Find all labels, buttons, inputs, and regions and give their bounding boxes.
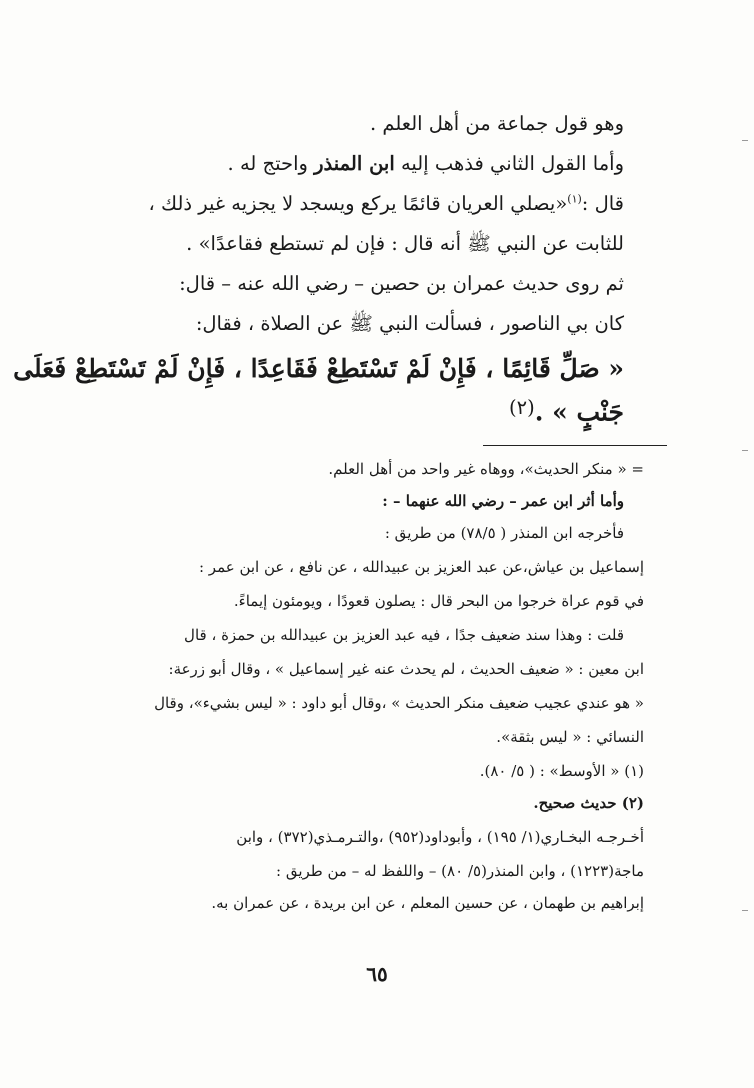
body-line-6: كان بي الناصور ، فسألت النبي ﷺ عن الصلاة ، فقال: (195, 312, 624, 335)
body-line-2 (228, 152, 624, 175)
body-line-5: ثم روى حديث عمران بن حصين – رضي الله عنه – قال: (179, 272, 624, 295)
quote-start: «يصلي العريان قائمًا يركع ويسجد لا يجزيه غير ذلك ، (148, 192, 568, 215)
footnote-line-3: فأخرجه ابن المنذر ( ٧٨/٥) من طريق : (384, 524, 624, 542)
body-line-2-text: وأما القول الثاني فذهب إليه (400, 152, 624, 175)
footnote-line-12: أخـرجـه البخـاري(١/ ١٩٥) ، وأبوداود(٩٥٢) ،والتـرمـذي(٣٧٢) ، وابن (236, 828, 644, 846)
footnote-ref-2: (٢) (509, 396, 535, 419)
footnote-ref-1: (١) (567, 192, 582, 206)
body-line-3 (149, 192, 624, 215)
hadith-text-line-1: « صَلِّ قَائِمًا ، فَإِنْ لَمْ تَسْتَطِعْ فَقَاعِدًا ، فَإِنْ لَمْ تَسْتَطِعْ فَعَلَى (13, 354, 624, 383)
hadith-text-line-2 (509, 396, 624, 426)
hadith-text-end: جَنْبٍ » . (534, 397, 624, 427)
author-name: ابن المنذر (314, 152, 395, 175)
footnote-line-8: « هو عندي عجيب ضعيف منكر الحديث » ،وقال أبو داود : « ليس بشيء»، وقال (154, 694, 644, 712)
footnote-line-6: قلت : وهذا سند ضعيف جدًا ، فيه عبد العزيز بن عبيدالله بن حمزة ، قال (184, 626, 624, 644)
body-line-4: للثابت عن النبي ﷺ أنه قال : فإن لم تستطع فقاعدًا» . (186, 232, 624, 255)
scan-mark (742, 450, 748, 451)
footnote-line-7: ابن معين : « ضعيف الحديث ، لم يحدث عنه غير إسماعيل » ، وقال أبو زرعة: (168, 660, 644, 678)
scan-mark (742, 140, 748, 141)
body-line-1: وهو قول جماعة من أهل العلم . (369, 112, 624, 135)
footnote-heading-ibn-umar: وأما أثر ابن عمر – رضي الله عنهما – : (382, 492, 624, 510)
footnote-line-1: = « منكر الحديث»، ووهاه غير واحد من أهل العلم. (328, 460, 644, 478)
footnote-1-source: (١) « الأوسط» : ( ٥/ ٨٠). (479, 762, 644, 780)
body-line-3-text: قال : (581, 192, 624, 215)
page-number: ٦٥ (366, 962, 388, 986)
footnote-separator (483, 445, 667, 446)
body-line-2-end: واحتج له . (227, 152, 308, 175)
footnote-line-13: ماجة(١٢٢٣) ، وابن المنذر(٥/ ٨٠) – واللفظ له – من طريق : (276, 862, 644, 880)
footnote-2-heading: (٢) حديث صحيح. (533, 794, 644, 812)
footnote-line-9: النسائي : « ليس بثقة». (496, 728, 644, 746)
scan-mark (742, 910, 748, 911)
footnote-line-5: في قوم عراة خرجوا من البحر قال : يصلون قعودًا ، ويومئون إيماءً. (233, 592, 644, 610)
footnote-line-14: إبراهيم بن طهمان ، عن حسين المعلم ، عن ابن بريدة ، عن عمران به. (211, 894, 644, 912)
footnote-line-4: إسماعيل بن عياش،عن عبد العزيز بن عبيدالله ، عن نافع ، عن ابن عمر : (198, 558, 644, 576)
